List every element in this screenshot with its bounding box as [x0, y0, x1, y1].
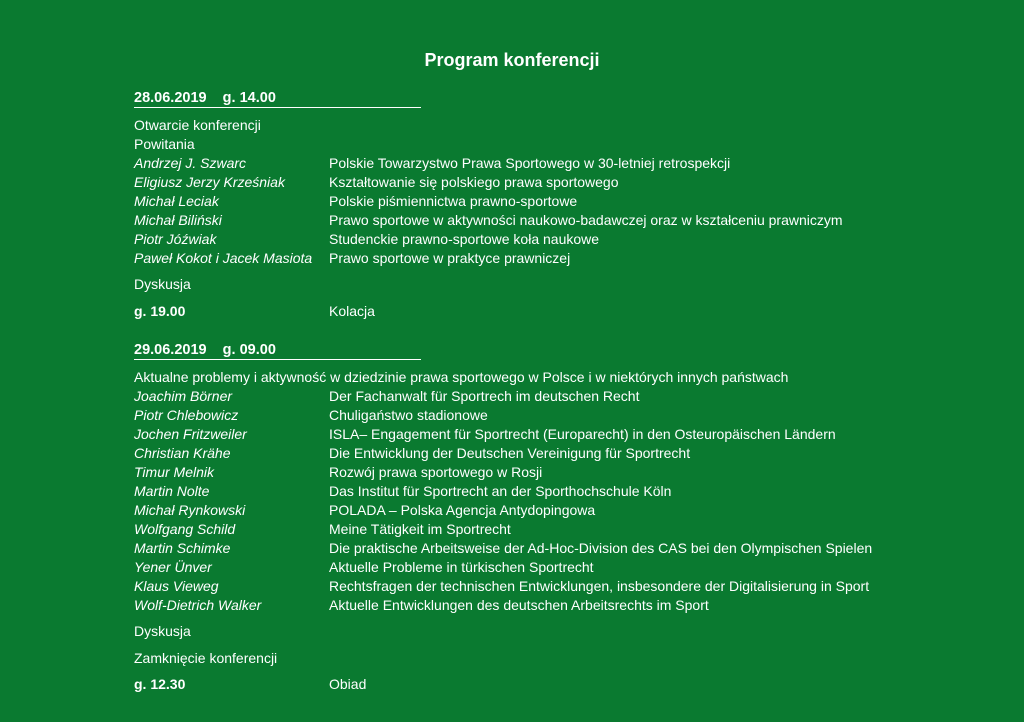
talk-topic: Polskie piśmiennictwa prawno-sportowe [329, 193, 578, 209]
day2-discussion: Dyskusja [134, 623, 191, 639]
talk-topic: Der Fachanwalt für Sportrech im deutschen Recht [329, 388, 640, 404]
talk-topic: Polskie Towarzystwo Prawa Sportowego w 30-letniej retrospekcji [329, 155, 731, 171]
day1-opening: Otwarcie konferencji [134, 117, 261, 133]
speaker-name: Christian Krähe [134, 445, 231, 461]
speaker-name: Michał Biliński [134, 212, 222, 228]
talk-topic: POLADA – Polska Agencja Antydopingowa [329, 502, 596, 518]
speaker-name: Michał Leciak [134, 193, 219, 209]
talk-topic: Chuligaństwo stadionowe [329, 407, 488, 423]
dinner-label: Kolacja [329, 303, 375, 319]
talk-topic: Meine Tätigkeit im Sportrecht [329, 521, 511, 537]
talk-topic: Die Entwicklung der Deutschen Vereinigung für Sportrecht [329, 445, 691, 461]
talk-topic: ISLA– Engagement für Sportrecht (Europarecht) in den Osteuropäischen Ländern [329, 426, 836, 442]
speaker-name: Jochen Fritzweiler [134, 426, 247, 442]
day1-welcome: Powitania [134, 136, 195, 152]
day2-closing: Zamknięcie konferencji [134, 650, 278, 666]
day1-discussion: Dyskusja [134, 276, 191, 292]
speaker-name: Martin Schimke [134, 540, 231, 556]
talk-topic: Aktuelle Probleme in türkischen Sportrecht [329, 559, 594, 575]
speaker-name: Timur Melnik [134, 464, 214, 480]
talk-topic: Rozwój prawa sportowego w Rosji [329, 464, 543, 480]
speaker-name: Martin Nolte [134, 483, 210, 499]
page-title: Program konferencji [424, 50, 600, 70]
speaker-name: Piotr Jóźwiak [134, 231, 217, 247]
day1-date-header: 28.06.2019 g. 14.00 [134, 90, 421, 108]
speaker-name: Paweł Kokot i Jacek Masiota [134, 250, 313, 266]
speaker-name: Yener Ünver [134, 559, 212, 575]
speaker-name: Andrzej J. Szwarc [134, 155, 247, 171]
speaker-name: Klaus Vieweg [134, 578, 219, 594]
speaker-name: Eligiusz Jerzy Krześniak [134, 174, 285, 190]
speaker-name: Piotr Chlebowicz [134, 407, 239, 423]
talk-topic: Kształtowanie się polskiego prawa sportowego [329, 174, 619, 190]
speaker-name: Wolfgang Schild [134, 521, 236, 537]
talk-topic: Aktuelle Entwicklungen des deutschen Arbeitsrechts im Sport [329, 597, 709, 613]
talk-topic: Prawo sportowe w praktyce prawniczej [329, 250, 571, 266]
talk-topic: Die praktische Arbeitsweise der Ad-Hoc-Division des CAS bei den Olympischen Spielen [329, 540, 873, 556]
day2-date-header: 29.06.2019 g. 09.00 [134, 342, 421, 360]
talk-topic: Das Institut für Sportrecht an der Sporthochschule Köln [329, 483, 672, 499]
lunch-label: Obiad [329, 676, 367, 692]
talk-topic: Rechtsfragen der technischen Entwicklungen, insbesondere der Digitalisierung in Sport [329, 578, 870, 594]
talk-topic: Prawo sportowe w aktywności naukowo-badawczej oraz w kształceniu prawniczym [329, 212, 843, 228]
speaker-name: Joachim Börner [134, 388, 233, 404]
dinner-time: g. 19.00 [134, 303, 186, 319]
talk-topic: Studenckie prawno-sportowe koła naukowe [329, 231, 600, 247]
speaker-name: Wolf-Dietrich Walker [134, 597, 262, 613]
speaker-name: Michał Rynkowski [134, 502, 246, 518]
lunch-time: g. 12.30 [134, 676, 186, 692]
day2-session-title: Aktualne problemy i aktywność w dziedzinie prawa sportowego w Polsce i w niektórych innych państwach [134, 369, 789, 385]
